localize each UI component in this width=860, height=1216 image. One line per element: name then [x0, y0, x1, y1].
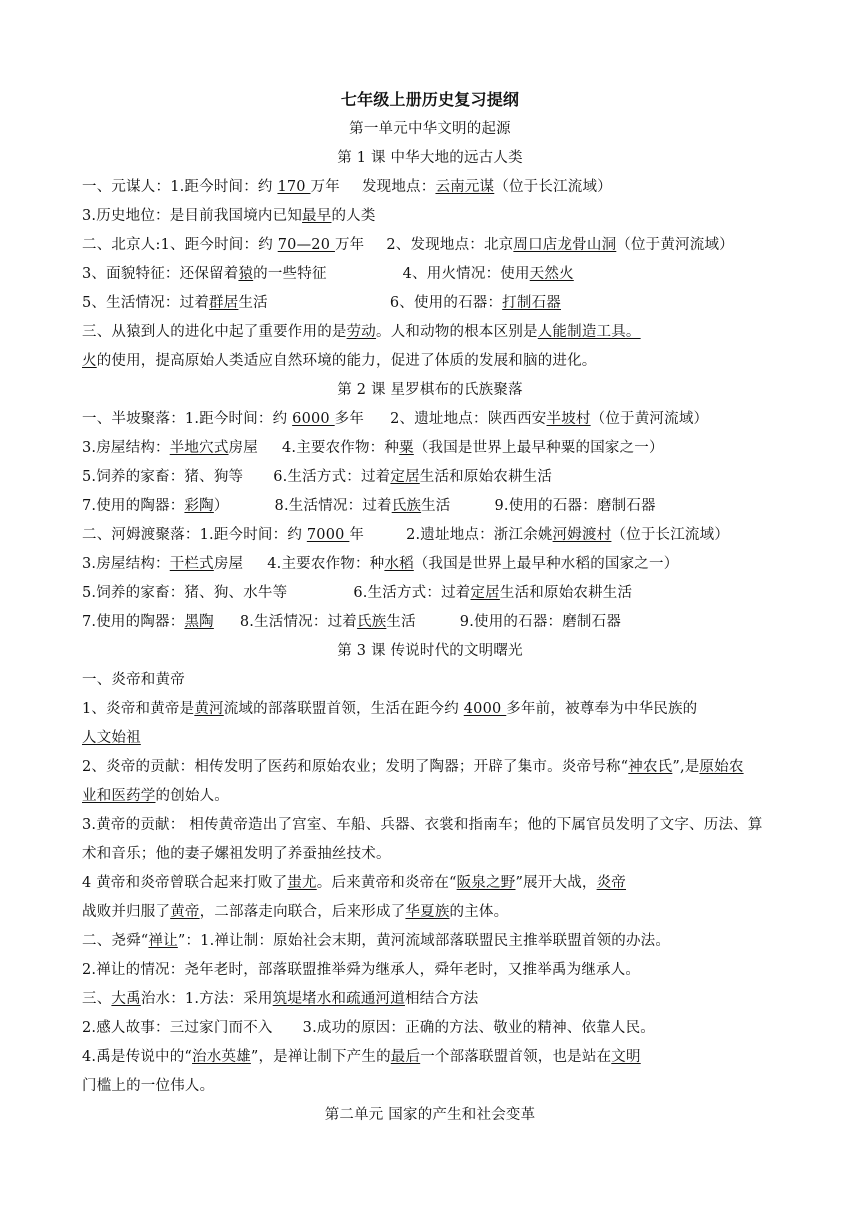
- text-line: [82, 699, 697, 719]
- lesson-2-heading: 第 2 课 星罗棋布的氏族聚落: [337, 382, 523, 398]
- underlined-text: 文明: [611, 1049, 641, 1065]
- text: 2、炎帝的贡献：相传发明了医药和原始农业；发明了陶器；开辟了集市。炎帝号称“: [82, 759, 629, 775]
- text: 二、北京人:1、距今时间：约: [82, 237, 278, 253]
- text: 的使用，提高原始人类适应自然环境的能力，促进了体质的发展和脑的进化。: [96, 353, 597, 369]
- text: 的一些特征: [253, 266, 327, 282]
- text: 生活: [238, 295, 268, 311]
- text-line: [82, 409, 708, 429]
- text: 生活: [386, 614, 416, 630]
- underlined-text: 最后: [390, 1049, 421, 1065]
- text: 治水：1.方法：采用: [140, 991, 273, 1007]
- text: 6.生活方式：过着: [353, 585, 471, 601]
- text-line: [82, 322, 641, 342]
- text: （位于长江流域）: [611, 527, 730, 543]
- underlined-text: 人文始祖: [82, 730, 141, 746]
- underlined-text: 干栏式: [169, 556, 214, 572]
- text: 的创始人。: [155, 788, 229, 804]
- text: ”展开大战，: [515, 875, 597, 891]
- underlined-text: 天然火: [529, 266, 574, 282]
- text: 二、河姆渡聚落：1.距今时间：约: [82, 527, 307, 543]
- underlined-text: 4000: [463, 701, 507, 717]
- text: （位于黄河流域）: [616, 237, 734, 253]
- underlined-text: 群居: [209, 295, 239, 311]
- underlined-text: 定居: [470, 585, 500, 601]
- text: 发现地点：: [361, 179, 436, 195]
- underlined-text: 劳动: [346, 324, 377, 340]
- underlined-text: 定居: [390, 469, 420, 485]
- text-line: [82, 264, 574, 284]
- text-line: [82, 873, 626, 893]
- document-title: 七年级上册历史复习提纲: [340, 90, 520, 109]
- text: 3.房屋结构：: [82, 440, 170, 456]
- underlined-text: 炎帝: [596, 875, 627, 891]
- text-line: 一、炎帝和黄帝: [82, 672, 185, 688]
- text-line: 2.禅让的情况：尧年老时，部落联盟推举舜为继承人，舜年老时，又推举禹为继承人。: [82, 962, 641, 978]
- underlined-text: 氏族: [391, 498, 422, 514]
- underlined-text: 筑堤堵水和疏通河道: [272, 991, 405, 1007]
- text: 相结合方法: [404, 991, 479, 1007]
- underlined-text: 打制石器: [502, 295, 561, 311]
- text-line: [82, 728, 141, 748]
- underlined-text: 半地穴式: [169, 440, 229, 456]
- text: 。后来黄帝和炎帝在“: [316, 875, 457, 891]
- text-line: [82, 467, 552, 487]
- text: 8.生活情况：过着: [239, 614, 357, 630]
- underlined-text: 7000: [306, 527, 350, 543]
- text: 7.使用的陶器：: [82, 498, 185, 514]
- text: 3.房屋结构：: [82, 556, 170, 572]
- text: 9.使用的石器：磨制石器: [494, 498, 656, 514]
- underlined-text: 70—20: [277, 237, 335, 253]
- text: 2、发现地点：北京: [386, 237, 514, 253]
- underlined-text: 猿: [238, 266, 254, 282]
- text: 一、半坡聚落：1.距今时间：约: [82, 411, 293, 427]
- text: 7.使用的陶器：: [82, 614, 185, 630]
- text: 战败并归服了: [82, 904, 171, 920]
- text: 万年: [310, 179, 340, 195]
- text: 2.感人故事：三过家门而不入: [82, 1020, 273, 1036]
- text: 9.使用的石器：磨制石器: [459, 614, 622, 630]
- underlined-text: 人能制造工具。: [537, 324, 641, 340]
- text: （位于黄河流域）: [590, 411, 709, 427]
- text-line: [82, 351, 597, 371]
- text-line: [82, 786, 229, 806]
- text: 一个部落联盟首领，也是站在: [420, 1049, 612, 1065]
- underlined-text: 蚩尤: [287, 875, 317, 891]
- text: 1、炎帝和黄帝是: [82, 701, 195, 717]
- text: ”,是: [672, 759, 700, 775]
- text: 生活和原始农耕生活: [419, 469, 553, 485]
- text-line: [82, 496, 656, 516]
- text: ，二部落走向联合，后来形成了: [199, 904, 406, 920]
- text-line: 术和音乐；他的妻子嫘祖发明了养蚕抽丝技术。: [82, 846, 391, 862]
- underlined-text: 云南元谋: [435, 179, 495, 195]
- lesson-1-heading: 第 1 课 中华大地的远古人类: [337, 150, 523, 166]
- text-line: [82, 612, 621, 632]
- underlined-text: 黄河: [194, 701, 224, 717]
- text: 5、生活情况：过着: [82, 295, 210, 311]
- text: 2、遗址地点：陕西西安: [390, 411, 547, 427]
- underlined-text: 黑陶: [184, 614, 214, 630]
- underlined-text: 阪泉之野: [456, 875, 516, 891]
- text-line: [82, 438, 664, 458]
- text-line: [82, 989, 478, 1009]
- text-line: [82, 1047, 641, 1067]
- text: ”，是禅让制下产生的: [250, 1049, 391, 1065]
- text-line: [82, 554, 678, 574]
- underlined-text: 原始农: [699, 759, 744, 775]
- text: 4.主要农作物：种: [281, 440, 400, 456]
- underlined-text: 周口店龙骨山洞: [513, 237, 617, 253]
- text: 万年: [334, 237, 365, 253]
- underlined-text: 大禹: [111, 991, 141, 1007]
- text: （位于长江流域）: [494, 179, 612, 195]
- underlined-text: 火: [82, 353, 97, 369]
- text: 多年: [334, 411, 365, 427]
- text: 年: [349, 527, 365, 543]
- text: 5.饲养的家畜：猪、狗、水牛等: [82, 585, 288, 601]
- text-line: [82, 931, 670, 951]
- underlined-text: 神农氏: [628, 759, 673, 775]
- text: ）: [213, 498, 229, 514]
- text: 4 黄帝和炎帝曾联合起来打败了: [82, 875, 288, 891]
- text: 5.饲养的家畜：猪、狗等: [82, 469, 244, 485]
- text: 一、元谋人：1.距今时间：约: [82, 179, 278, 195]
- underlined-text: 6000: [292, 411, 335, 427]
- text: 多年前，被尊奉为中华民族的: [506, 701, 698, 717]
- text-line: [82, 177, 612, 197]
- text: 2.遗址地点：浙江余姚: [406, 527, 553, 543]
- text: 6、使用的石器：: [389, 295, 503, 311]
- text: 8.生活情况：过着: [274, 498, 392, 514]
- text-line: [82, 583, 632, 603]
- text: 3.历史地位：是目前我国境内已知: [82, 208, 303, 224]
- text-line: [82, 206, 376, 226]
- underlined-text: 华夏族: [405, 904, 450, 920]
- text: 房屋: [228, 440, 258, 456]
- text-line: [82, 902, 508, 922]
- underlined-text: 黄帝: [170, 904, 200, 920]
- text-line: 3.黄帝的贡献： 相传黄帝造出了宫室、车船、兵器、衣裳和指南车；他的下属官员发明了文字、历法、算: [82, 817, 763, 833]
- underlined-text: 彩陶: [184, 498, 214, 514]
- underlined-text: 半坡村: [546, 411, 591, 427]
- text-line: [82, 757, 744, 777]
- text: 。人和动物的根本区别是: [376, 324, 538, 340]
- text-line: [82, 525, 729, 545]
- underlined-text: 禅让: [148, 933, 178, 949]
- underlined-text: 治水英雄: [192, 1049, 251, 1065]
- text-line: 门槛上的一位伟人。: [82, 1078, 215, 1094]
- text: 3、面貌特征：还保留着: [82, 266, 239, 282]
- underlined-text: 170: [277, 179, 311, 195]
- text: 三、从猿到人的进化中起了重要作用的是: [82, 324, 347, 340]
- underlined-text: 最早: [302, 208, 332, 224]
- text-line: [82, 293, 561, 313]
- text: ”：1.禅让制：原始社会末期，黄河流域部落联盟民主推举联盟首领的办法。: [177, 933, 671, 949]
- text: 流域的部落联盟首领，生活在距今约: [223, 701, 464, 717]
- text: 房屋: [213, 556, 244, 572]
- unit-2-heading: 第二单元 国家的产生和社会变革: [324, 1107, 536, 1123]
- text-line: [82, 1018, 655, 1038]
- underlined-text: 水稻: [384, 556, 414, 572]
- lesson-3-heading: 第 3 课 传说时代的文明曙光: [337, 643, 523, 659]
- text: （我国是世界上最早种粟的国家之一）: [413, 440, 664, 456]
- text: 的人类: [331, 208, 376, 224]
- text: 生活: [421, 498, 451, 514]
- underlined-text: 河姆渡村: [552, 527, 612, 543]
- underlined-text: 业和医药学: [82, 788, 156, 804]
- text: （我国是世界上最早种水稻的国家之一）: [413, 556, 679, 572]
- text-line: [82, 235, 734, 255]
- text: 6.生活方式：过着: [273, 469, 391, 485]
- text: 三、: [82, 991, 112, 1007]
- underlined-text: 氏族: [356, 614, 387, 630]
- text: 3.成功的原因：正确的方法、敬业的精神、依靠人民。: [302, 1020, 655, 1036]
- text: 4.主要农作物：种: [267, 556, 385, 572]
- text: 的主体。: [449, 904, 509, 920]
- text: 生活和原始农耕生活: [499, 585, 633, 601]
- unit-1-heading: 第一单元中华文明的起源: [349, 121, 511, 137]
- text: 4、用火情况：使用: [402, 266, 530, 282]
- underlined-text: 粟: [399, 440, 414, 456]
- text: 4.禹是传说中的“: [82, 1049, 193, 1065]
- text: 二、尧舜“: [82, 933, 149, 949]
